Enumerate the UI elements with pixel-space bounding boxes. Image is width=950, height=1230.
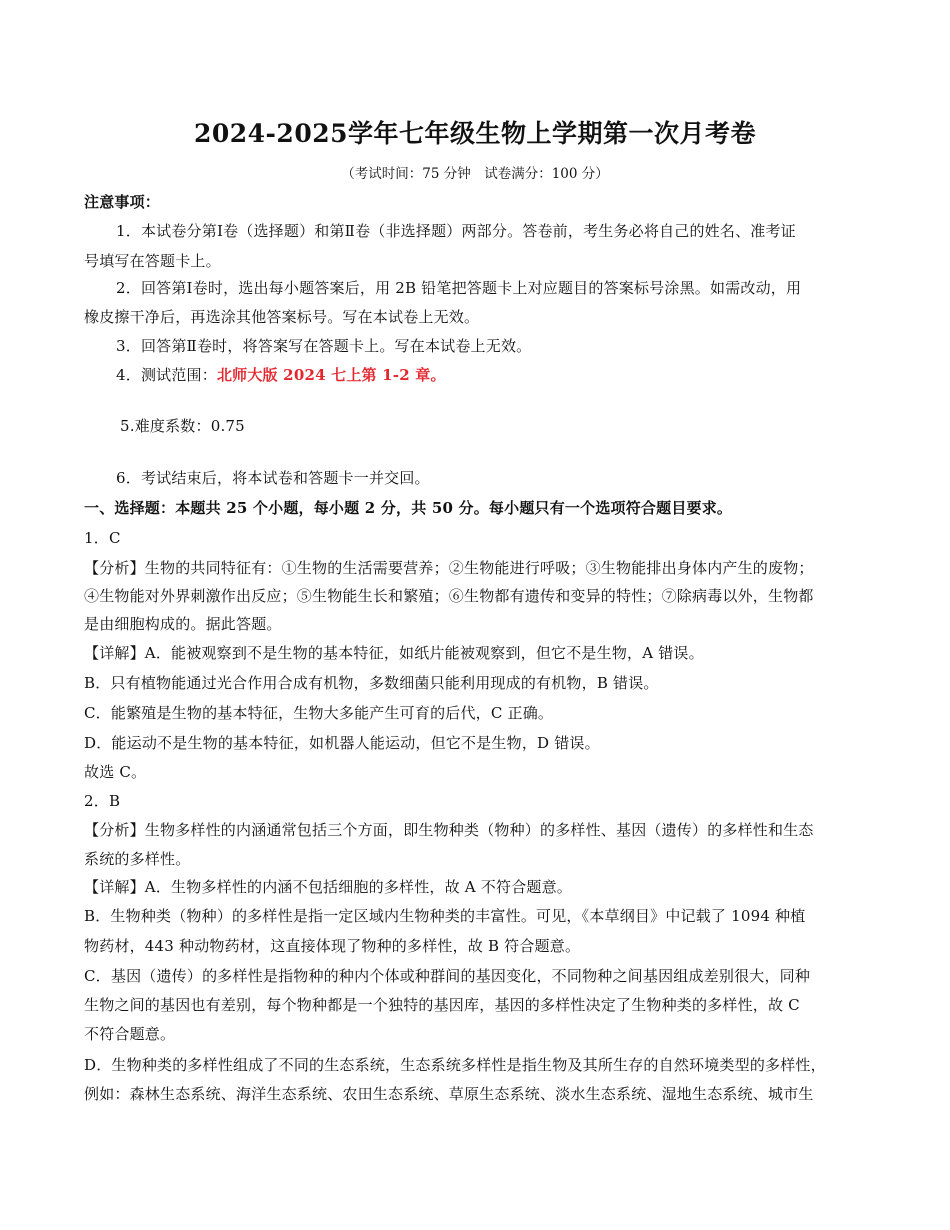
- q2-detail-b-line-2: 物药材，443 种动物药材，这直接体现了物种的多样性，故 B 符合题意。: [84, 937, 581, 955]
- q2-answer: 2．B: [84, 792, 121, 810]
- q2-detail-c-line-3: 不符合题意。: [84, 1025, 176, 1043]
- note-5: 5.难度系数：0.75: [120, 417, 245, 435]
- note-4-label: 4．测试范围：: [116, 366, 217, 384]
- q1-answer: 1．C: [84, 529, 121, 547]
- note-1-line-1: 1．本试卷分第Ⅰ卷（选择题）和第Ⅱ卷（非选择题）两部分。答卷前，考生务必将自己的姓名、准考证: [116, 222, 796, 240]
- note-6: 6．考试结束后，将本试卷和答题卡一并交回。: [116, 469, 430, 487]
- section-1-heading: 一、选择题：本题共 25 个小题，每小题 2 分，共 50 分。每小题只有一个选项符合题目要求。: [84, 499, 733, 517]
- q2-detail-d-line-1: D．生物种类的多样性组成了不同的生态系统，生态系统多样性是指生物及其所生存的自然环境类型的多样性，: [84, 1056, 826, 1074]
- q1-analysis-line-3: 是由细胞构成的。据此答题。: [84, 615, 282, 633]
- q2-detail-a: 【详解】A．生物多样性的内涵不包括细胞的多样性，故 A 不符合题意。: [84, 878, 573, 896]
- note-2-line-1: 2．回答第Ⅰ卷时，选出每小题答案后，用 2B 铅笔把答题卡上对应题目的答案标号涂黑。如需改动，用: [116, 279, 802, 297]
- q2-detail-d-line-2: 例如：森林生态系统、海洋生态系统、农田生态系统、草原生态系统、淡水生态系统、湿地生态系统、城市生: [84, 1085, 814, 1103]
- note-1-line-2: 号填写在答题卡上。: [84, 252, 221, 270]
- q1-analysis-line-1: 【分析】生物的共同特征有：①生物的生活需要营养；②生物能进行呼吸；③生物能排出身体内产生的废物；: [84, 559, 814, 577]
- q2-detail-c-line-1: C．基因（遗传）的多样性是指物种的种内个体或种群间的基因变化，不同物种之间基因组成差别很大，同种: [84, 967, 811, 985]
- q2-detail-b-line-1: B．生物种类（物种）的多样性是指一定区域内生物种类的丰富性。可见，《本草纲目》中记载了 1094 种植: [84, 907, 806, 925]
- q1-detail-c: C．能繁殖是生物的基本特征，生物大多能产生可育的后代，C 正确。: [84, 704, 554, 722]
- page-title: 2024-2025学年七年级生物上学期第一次月考卷: [193, 119, 757, 148]
- note-3: 3．回答第Ⅱ卷时，将答案写在答题卡上。写在本试卷上无效。: [116, 337, 532, 355]
- note-2-line-2: 橡皮擦干净后，再选涂其他答案标号。写在本试卷上无效。: [84, 308, 480, 326]
- q2-detail-c-line-2: 生物之间的基因也有差别，每个物种都是一个独特的基因库，基因的多样性决定了生物种类的多样性，故 C: [84, 996, 800, 1014]
- q2-analysis-line-1: 【分析】生物多样性的内涵通常包括三个方面，即生物种类（物种）的多样性、基因（遗传）的多样性和生态: [84, 821, 814, 839]
- note-4: [116, 365, 446, 385]
- test-scope: 北师大版 2024 七上第 1-2 章。: [216, 366, 446, 384]
- exam-info: （考试时间：75 分钟 试卷满分：100 分）: [341, 166, 609, 182]
- q1-conclusion: 故选 C。: [84, 763, 147, 781]
- q1-detail-d: D．能运动不是生物的基本特征，如机器人能运动，但它不是生物，D 错误。: [84, 734, 600, 752]
- q1-analysis-line-2: ④生物能对外界刺激作出反应；⑤生物能生长和繁殖；⑥生物都有遗传和变异的特性；⑦除病毒以外，生物都: [84, 587, 814, 605]
- q1-detail-a: 【详解】A．能被观察到不是生物的基本特征，如纸片能被观察到，但它不是生物，A 错误。: [84, 644, 704, 662]
- notes-heading: 注意事项：: [84, 193, 161, 211]
- q1-detail-b: B．只有植物能通过光合作用合成有机物，多数细菌只能利用现成的有机物，B 错误。: [84, 674, 659, 692]
- q2-analysis-line-2: 系统的多样性。: [84, 850, 191, 868]
